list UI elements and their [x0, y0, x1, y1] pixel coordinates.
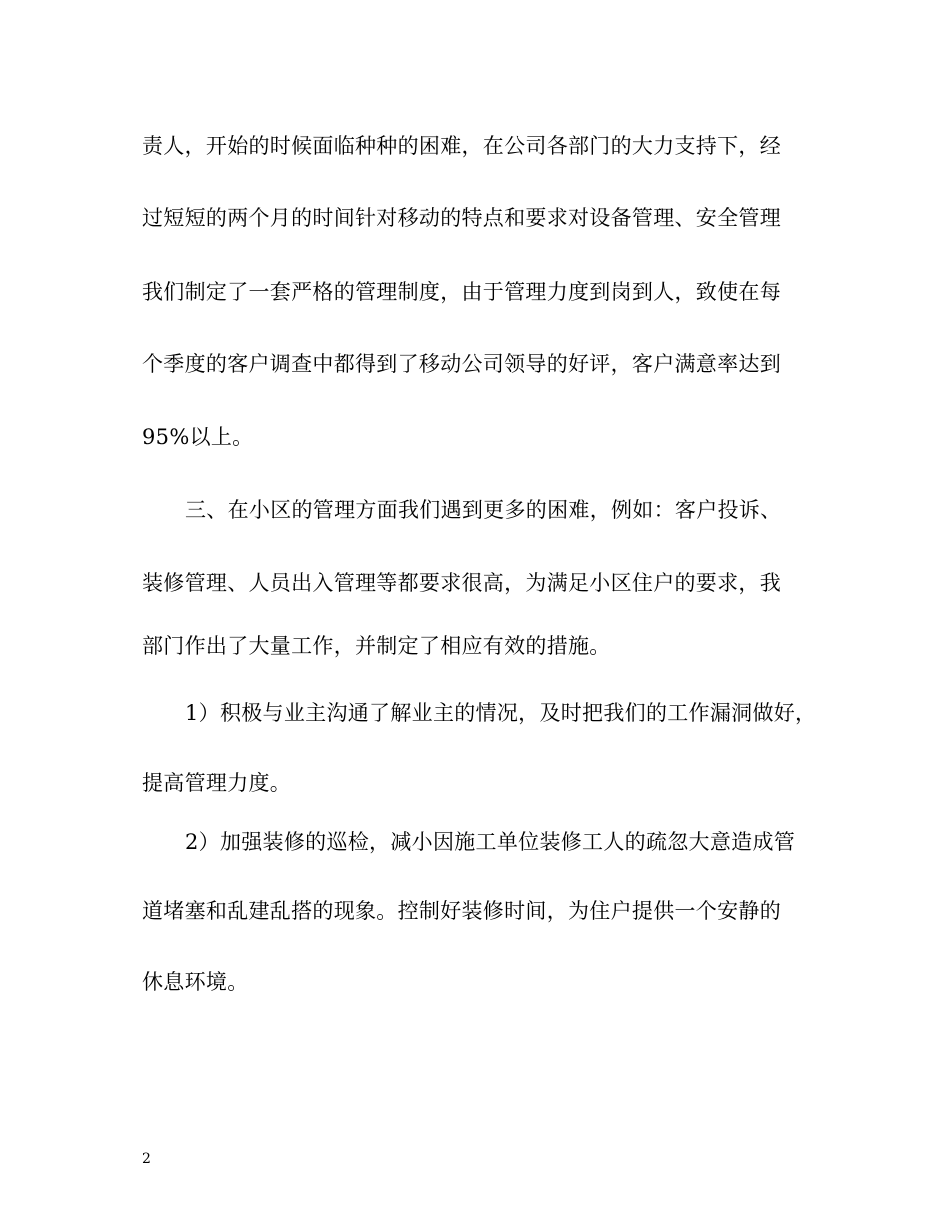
list-item-line: 2）加强装修的巡检，减小因施工单位装修工人的疏忽大意造成管 — [185, 830, 796, 854]
text-line: 部门作出了大量工作，并制定了相应有效的措施。 — [142, 634, 611, 658]
text-line: 我们制定了一套严格的管理制度，由于管理力度到岗到人，致使在每 — [142, 280, 781, 304]
text-line: 责人，开始的时候面临种种的困难，在公司各部门的大力支持下，经 — [142, 134, 781, 158]
list-item-line: 1）积极与业主沟通了解业主的情况，及时把我们的工作漏洞做好， — [185, 701, 817, 725]
text-line: 提高管理力度。 — [142, 771, 292, 795]
text-line: 95%以上。 — [142, 425, 254, 449]
text-line: 装修管理、人员出入管理等都要求很高，为满足小区住户的要求，我 — [142, 571, 781, 595]
text-line: 休息环境。 — [142, 970, 249, 994]
text-line: 过短短的两个月的时间针对移动的特点和要求对设备管理、安全管理 — [142, 206, 781, 230]
text-line: 个季度的客户调查中都得到了移动公司领导的好评，客户满意率达到 — [142, 352, 781, 376]
section-heading-line: 三、在小区的管理方面我们遇到更多的困难，例如：客户投诉、 — [185, 498, 782, 522]
page-number: 2 — [142, 1151, 151, 1167]
text-line: 道堵塞和乱建乱搭的现象。控制好装修时间，为住户提供一个安静的 — [142, 899, 781, 923]
